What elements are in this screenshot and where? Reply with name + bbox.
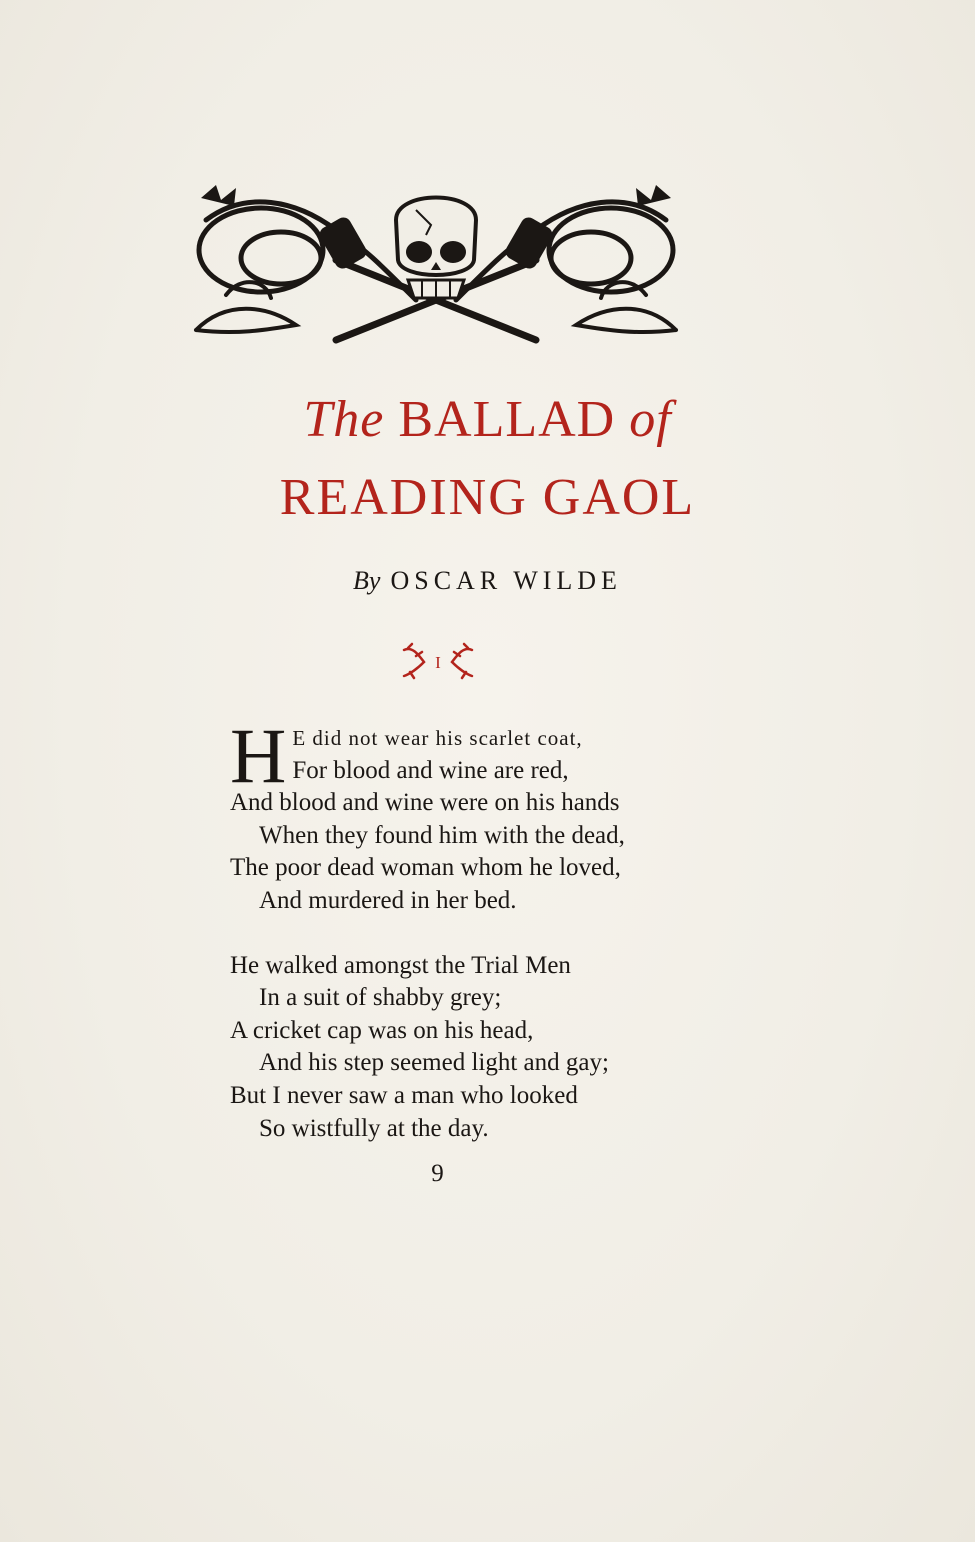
drop-cap: H — [230, 712, 287, 799]
poem-line: For blood and wine are red, — [292, 756, 569, 784]
poem-line: But I never saw a man who looked — [230, 1081, 578, 1109]
poem-line: So wistfully at the day. — [259, 1114, 489, 1142]
poem-line: And blood and wine were on his hands — [230, 789, 620, 817]
poem-line: And his step seemed light and gay; — [259, 1049, 609, 1077]
title-line-2: READING GAOL — [279, 469, 696, 526]
byline — [0, 566, 975, 596]
section-numeral: I — [435, 653, 441, 672]
poem-line: The poor dead woman whom he loved, — [230, 854, 621, 882]
byline-by: By — [353, 566, 381, 595]
poem-line: He walked amongst the Trial Men — [230, 951, 571, 979]
section-heading — [398, 640, 478, 684]
author-name: OSCAR WILDE — [390, 566, 622, 595]
title-the: The — [303, 391, 385, 448]
poem-line: A cricket cap was on his head, — [230, 1016, 534, 1044]
poem-body — [230, 712, 730, 1145]
skull-ropes-headpiece-icon — [186, 180, 686, 350]
poem-line: When they found him with the dead, — [259, 821, 625, 849]
stanza-2 — [230, 950, 730, 1146]
title-of: of — [629, 391, 672, 448]
title-ballad: BALLAD — [398, 391, 616, 448]
floral-flourish-icon — [398, 640, 478, 684]
poem-line: In a suit of shabby grey; — [259, 984, 502, 1012]
first-line-rest: E did not wear his scarlet coat, — [292, 726, 583, 750]
poem-line — [230, 722, 730, 755]
title-line-1 — [0, 390, 975, 449]
page-number: 9 — [431, 1160, 444, 1187]
stanza-1 — [230, 712, 730, 918]
poem-line: And murdered in her bed. — [259, 886, 517, 914]
